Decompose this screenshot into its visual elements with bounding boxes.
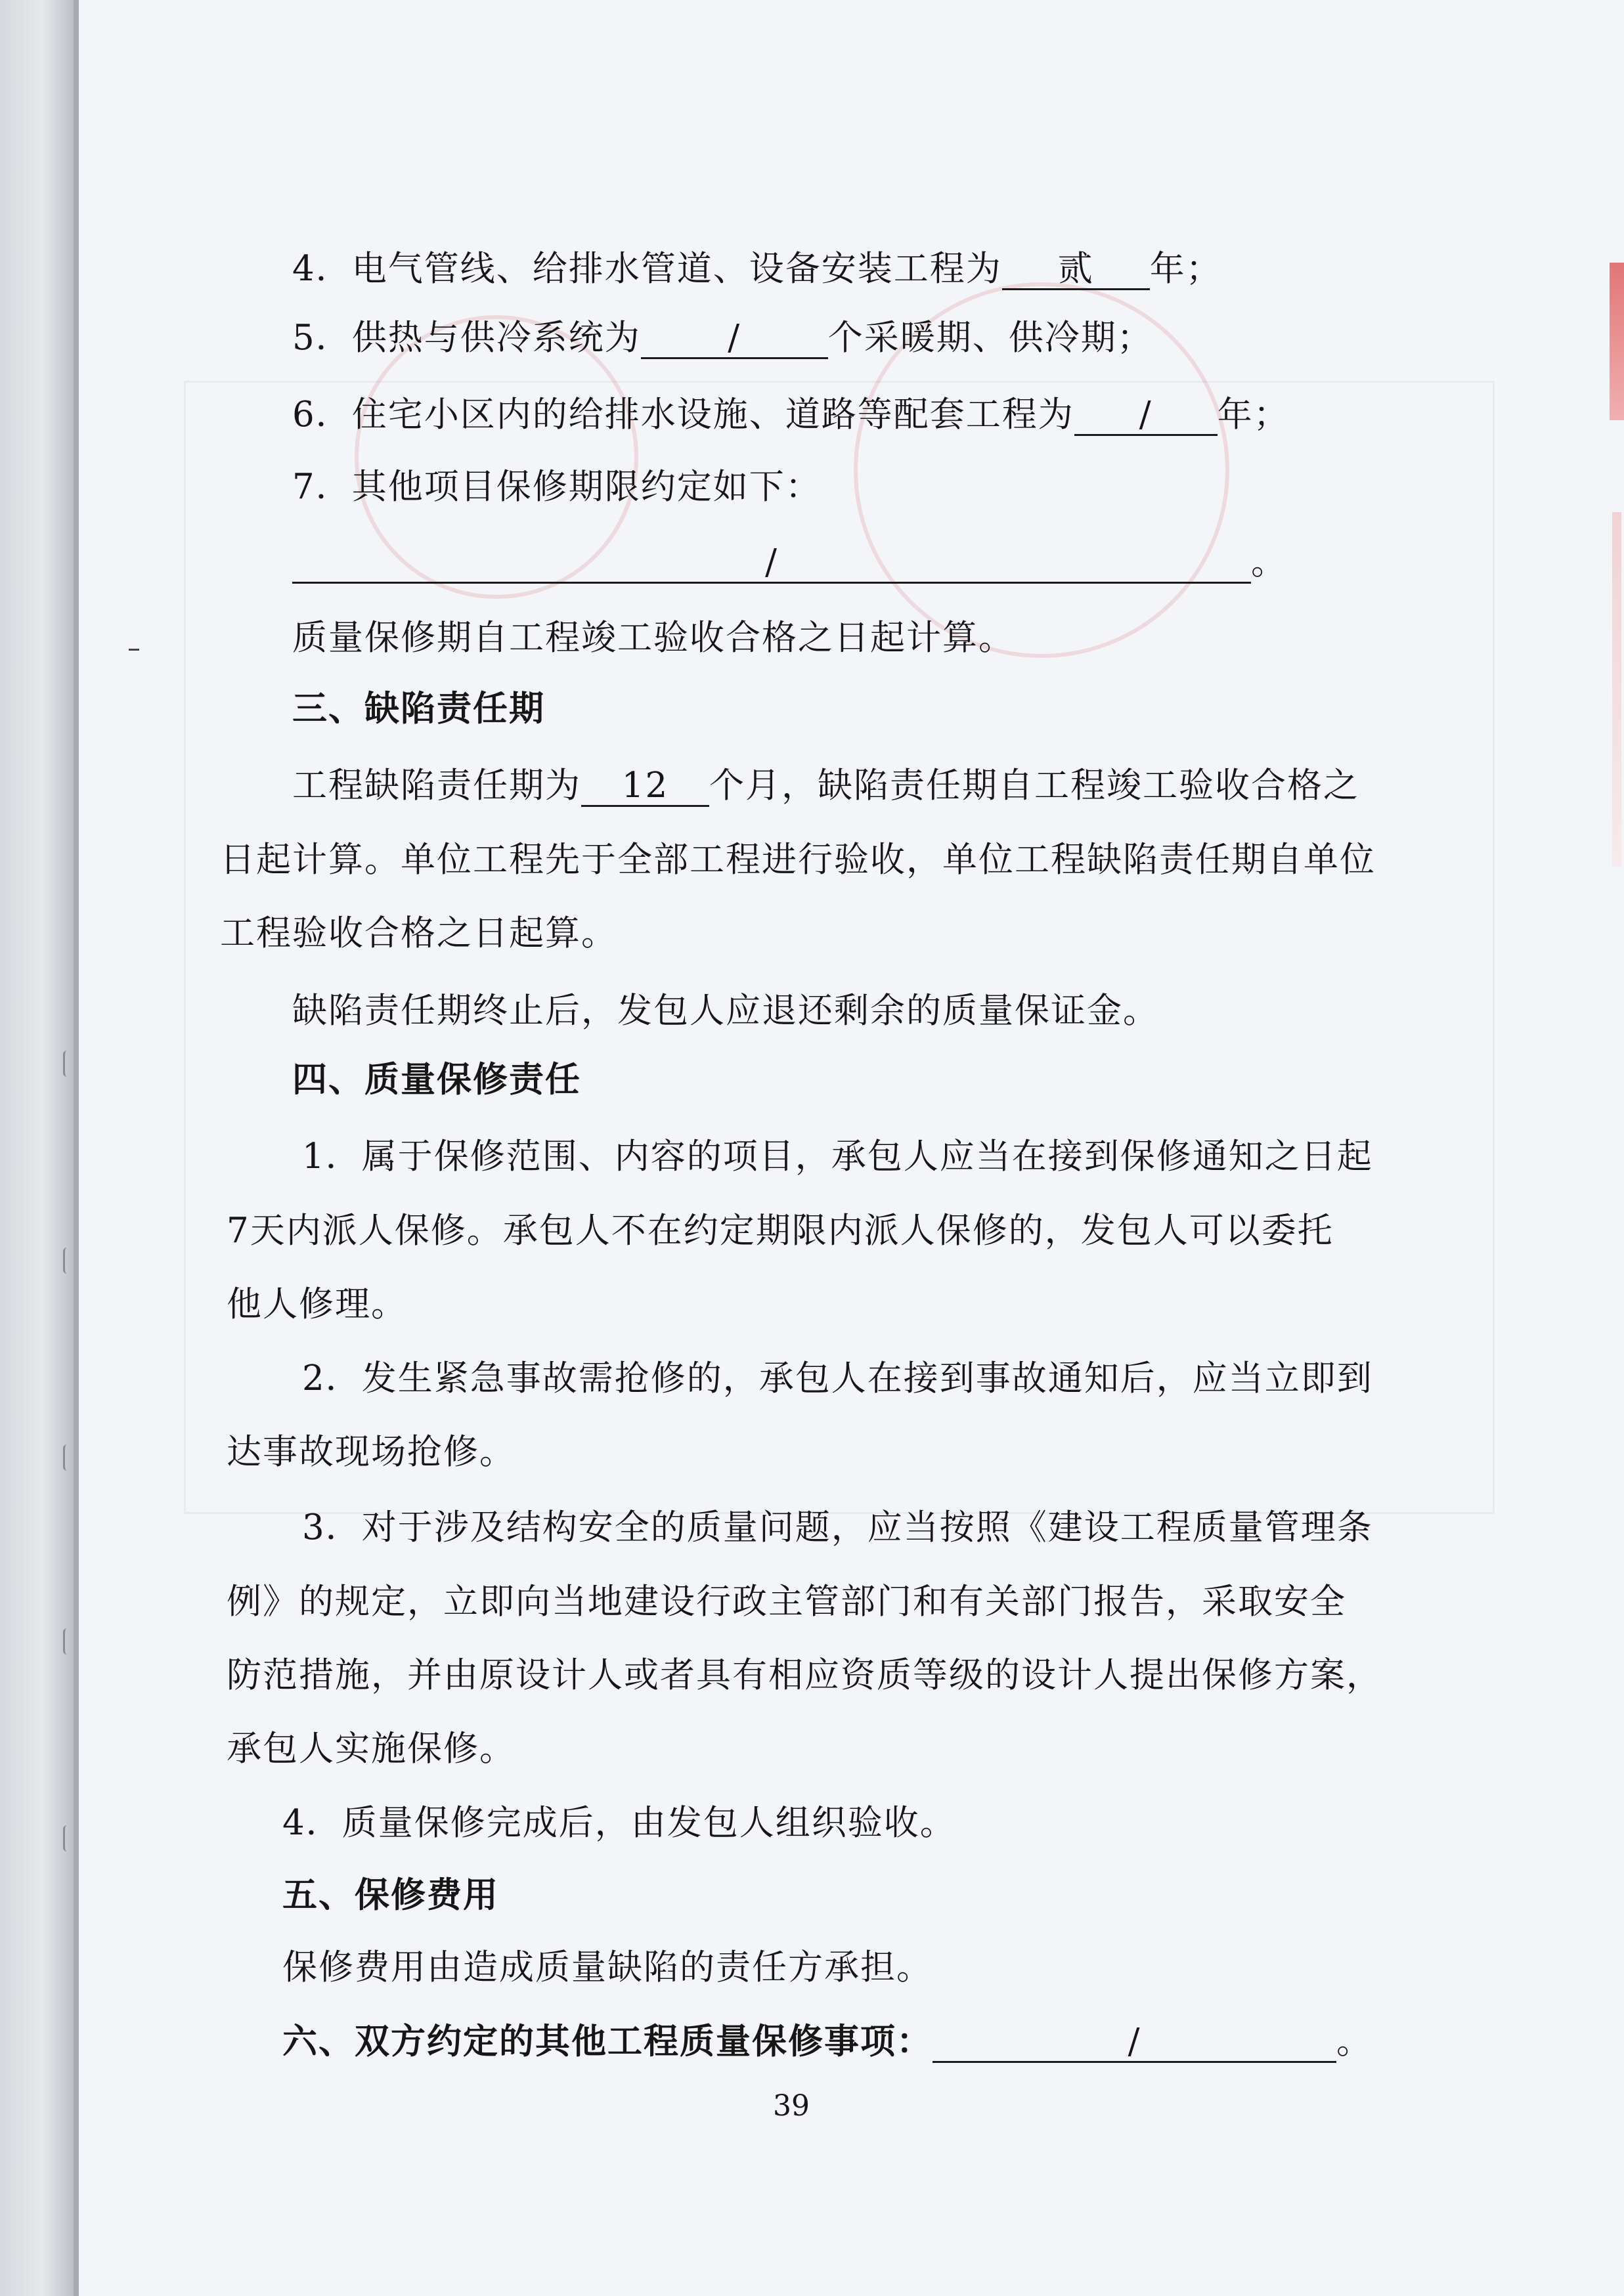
responsibility-item-1: 1．属于保修范围、内容的项目，承包人应当在接到保修通知之日起 [302, 1137, 1373, 1177]
warranty-cost-para: 保修费用由造成质量缺陷的责任方承担。 [282, 1947, 933, 1987]
binding-stitch [63, 1628, 74, 1655]
blank-field-years: / [1074, 396, 1218, 436]
binding-stitch [63, 1825, 74, 1852]
clause-5-heating-cooling: 5．供热与供冷系统为 / 个采暖期、供冷期； [292, 318, 1153, 358]
responsibility-item-3-line: 承包人实施保修。 [227, 1729, 516, 1769]
blank-field-other-matters: / [933, 2023, 1336, 2063]
book-spine-shadow [0, 0, 77, 2296]
responsibility-item-3: 3．对于涉及结构安全的质量问题，应当按照《建设工程质量管理条 [302, 1507, 1373, 1548]
binding-stitch [63, 1247, 74, 1274]
responsibility-item-1-line: 7天内派人保修。承包人不在约定期限内派人保修的，发包人可以委托 [227, 1211, 1334, 1251]
blank-field-other: / [292, 544, 1251, 584]
defect-period-para-line: 工程验收合格之日起算。 [220, 913, 617, 953]
red-stamp-edge [1610, 263, 1624, 420]
binding-stitch [63, 1444, 74, 1471]
blank-field-periods: / [641, 319, 828, 359]
clause-4-warranty-equipment: 4．电气管线、给排水管道、设备安装工程为 贰 年； [292, 249, 1222, 289]
page-edge [74, 0, 79, 2296]
responsibility-item-3-line: 例》的规定，立即向当地建设行政主管部门和有关部门报告，采取安全 [227, 1582, 1346, 1622]
blank-field-months: 12 [581, 767, 709, 807]
stamp-edge-fade [1612, 512, 1621, 867]
binding-stitch [63, 1051, 74, 1077]
section-heading-defect-liability: 三、缺陷责任期 [292, 689, 545, 729]
deposit-return-para: 缺陷责任期终止后，发包人应退还剩余的质量保证金。 [292, 991, 1159, 1031]
clause-7-other-items: 7．其他项目保修期限约定如下： [292, 467, 822, 507]
defect-period-para-line: 日起计算。单位工程先于全部工程进行验收，单位工程缺陷责任期自单位 [220, 840, 1376, 880]
responsibility-item-2: 2．发生紧急事故需抢修的，承包人在接到事故通知后，应当立即到 [302, 1358, 1373, 1398]
responsibility-item-4: 4．质量保修完成后，由发包人组织验收。 [282, 1803, 956, 1843]
section-heading-warranty-responsibility: 四、质量保修责任 [292, 1060, 581, 1100]
blank-field-years: 贰 [1002, 250, 1150, 290]
page-number: 39 [773, 2089, 810, 2123]
warranty-start-statement: 质量保修期自工程竣工验收合格之日起计算。 [292, 618, 1015, 658]
scan-mark [129, 649, 139, 651]
responsibility-item-3-line: 防范措施，并由原设计人或者具有相应资质等级的设计人提出保修方案， [227, 1655, 1382, 1695]
section-heading-warranty-cost: 五、保修费用 [282, 1875, 499, 1915]
responsibility-item-1-line: 他人修理。 [227, 1284, 407, 1324]
clause-6-residential-facilities: 6．住宅小区内的给排水设施、道路等配套工程为 / 年； [292, 395, 1290, 435]
clause-7-blank-line: / 。 [292, 542, 1287, 584]
responsibility-item-2-line: 达事故现场抢修。 [227, 1432, 516, 1472]
defect-period-para: 工程缺陷责任期为 12 个月，缺陷责任期自工程竣工验收合格之 [292, 766, 1359, 806]
section-other-matters: 六、双方约定的其他工程质量保修事项： / 。 [282, 2022, 1372, 2062]
